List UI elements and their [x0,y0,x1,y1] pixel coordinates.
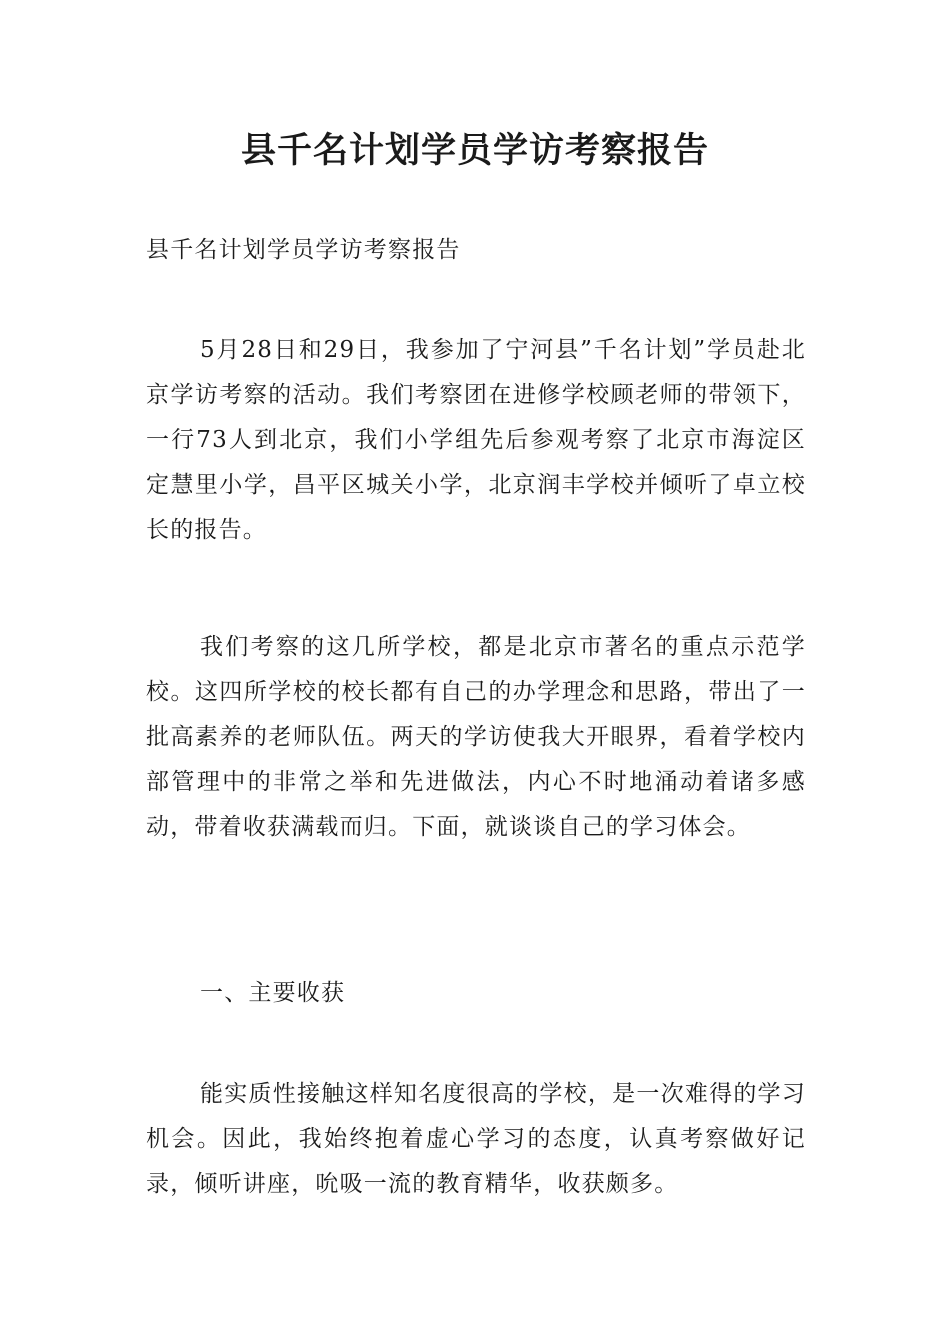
document-title: 县千名计划学员学访考察报告 [240,131,709,171]
section-heading: 一、主要收获 [200,980,346,1006]
paragraph-1: 5月28日和29日，我参加了宁河县”千名计划”学员赴北京学访考察的活动。我们考察团在进修学校顾老师的带领下，一行73人到北京，我们小学组先后参观考察了北京市海淀区定慧里小学，昌平区城关小学，北京润丰学校并倾听了卓立校长的报告。 [146,337,806,543]
paragraph-3: 能实质性接触这样知名度很高的学校，是一次难得的学习机会。因此，我始终抱着虚心学习的态度，认真考察做好记录，倾听讲座，吮吸一流的教育精华，收获颇多。 [146,1081,806,1197]
document-subtitle: 县千名计划学员学访考察报告 [146,237,461,263]
paragraph-2: 我们考察的这几所学校，都是北京市著名的重点示范学校。这四所学校的校长都有自己的办学理念和思路，带出了一批高素养的老师队伍。两天的学访使我大开眼界，看着学校内部管理中的非常之举和先进做法，内心不时地涌动着诸多感动，带着收获满载而归。下面，就谈谈自己的学习体会。 [146,634,806,840]
